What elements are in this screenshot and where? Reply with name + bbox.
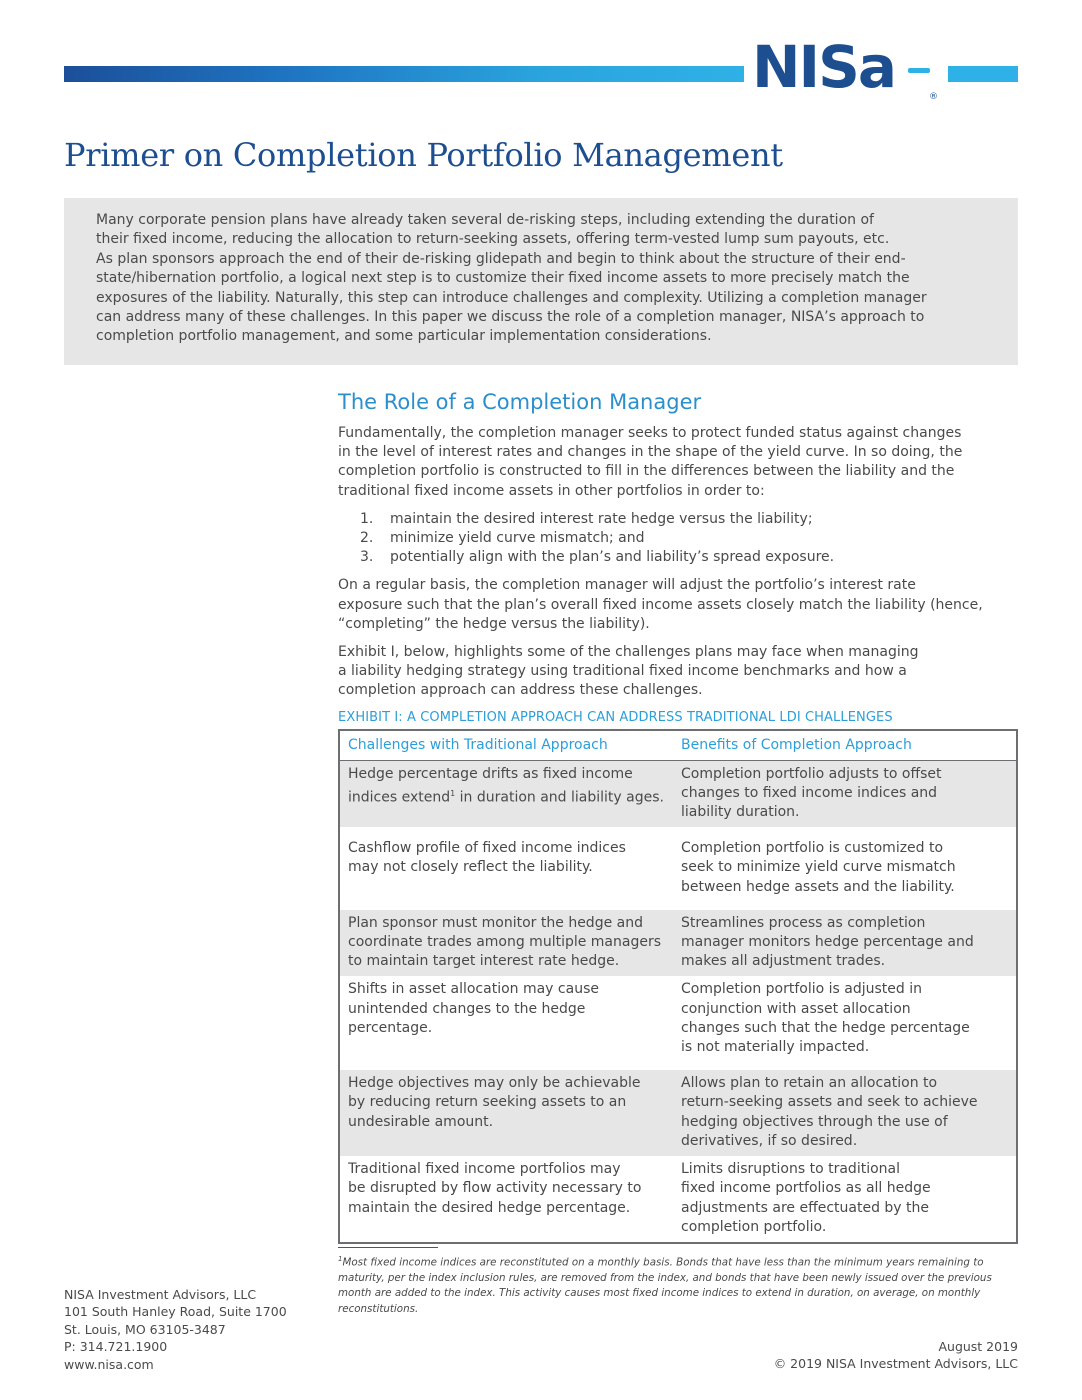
- challenge-cell: Plan sponsor must monitor the hedge and coordinate trades among multiple managers to maintain target interest rate hedge.: [348, 914, 662, 970]
- section-title: The Role of a Completion Manager: [338, 390, 702, 414]
- list-text: maintain the desired interest rate hedge versus the liability;: [390, 510, 813, 527]
- copyright: © 2019 NISA Investment Advisors, LLC: [773, 1356, 1018, 1372]
- column-header-challenges: Challenges with Traditional Approach: [348, 736, 608, 753]
- table-row: [340, 1070, 1016, 1156]
- challenge-cell: Traditional fixed income portfolios may be disrupted by flow activity necessary to maintain the desired hedge percentage.: [348, 1161, 642, 1216]
- footnote-ref: 1: [450, 788, 456, 798]
- city-state-zip: St. Louis, MO 63105-3487: [64, 1321, 226, 1337]
- challenge-cell: Cashflow profile of fixed income indices may not closely reflect the liability.: [348, 840, 626, 876]
- exhibit-title: EXHIBIT I: A COMPLETION APPROACH CAN ADDRESS TRADITIONAL LDI CHALLENGES: [338, 709, 893, 725]
- footer-right: [774, 1338, 1018, 1373]
- publication-date: August 2019: [938, 1339, 1018, 1354]
- street-address: 101 South Hanley Road, Suite 1700: [64, 1304, 287, 1320]
- benefit-cell: Streamlines process as completion manager monitors hedge percentage and makes all adjustment trades.: [681, 914, 974, 970]
- footnote: [338, 1252, 1018, 1317]
- challenge-cell: Hedge objectives may only be achievable by reducing return seeking assets to an undesirable amount.: [348, 1075, 641, 1130]
- list-number: 1.: [360, 510, 374, 527]
- footnote-text: Most fixed income indices are reconstituted on a monthly basis. Bonds that have less than the minimum years remaining to maturity, per the index inclusion rules, are removed from the index, and bonds that have been newly issued over the previous month are added to the index. This activity causes most fixed income indices to extend in duration, on average, on monthly reconstitutions.: [338, 1256, 992, 1315]
- challenge-text: Hedge percentage drifts as fixed income indices extend: [348, 765, 633, 806]
- objectives-list: [338, 510, 1018, 568]
- list-text: minimize yield curve mismatch; and: [390, 530, 645, 547]
- list-number: 3.: [360, 549, 374, 566]
- benefit-cell: Allows plan to retain an allocation to return-seeking assets and seek to achieve hedging objectives through the use of derivatives, if so desired.: [681, 1075, 978, 1149]
- challenge-text-cont: in duration and liability ages.: [455, 789, 664, 806]
- table-row: [340, 1156, 1016, 1242]
- section-paragraph-1: Fundamentally, the completion manager seeks to protect funded status against changes in the level of interest rates and changes in the shape of the yield curve. In so doing, the completion portfolio is constructed to fill in the differences between the liability and the traditional fixed income assets in other portfolios in order to:: [338, 425, 963, 499]
- exhibit-header-row: [340, 731, 1016, 761]
- footnote-divider: [338, 1247, 438, 1248]
- header-gradient-bar: [64, 66, 744, 82]
- list-text: potentially align with the plan’s and liability’s spread exposure.: [390, 549, 835, 566]
- section-paragraph-3: Exhibit I, below, highlights some of the challenges plans may face when managing a liability hedging strategy using traditional fixed income benchmarks and how a completion approach can address these challenges.: [338, 644, 919, 699]
- page-title: Primer on Completion Portfolio Management: [64, 136, 783, 174]
- list-item: [338, 529, 1018, 548]
- challenge-cell: [340, 765, 673, 823]
- table-row: [340, 910, 1016, 977]
- exhibit-table: [338, 729, 1018, 1244]
- list-item: [338, 510, 1018, 529]
- company-address: [64, 1286, 287, 1373]
- phone-number: P: 314.721.1900: [64, 1339, 168, 1355]
- table-row: [340, 835, 1016, 902]
- benefit-cell: Completion portfolio is customized to seek to minimize yield curve mismatch between hedge assets and the liability.: [681, 840, 956, 895]
- logo-wordmark: NISa: [752, 33, 896, 101]
- list-item: [338, 548, 1018, 567]
- list-number: 2.: [360, 530, 374, 547]
- header-accent-bar: [948, 66, 1018, 82]
- website-link[interactable]: www.nisa.com: [64, 1356, 154, 1372]
- logo-registered-mark: ®: [929, 92, 938, 102]
- footnote-mark: 1: [338, 1255, 343, 1263]
- intro-text: Many corporate pension plans have already taken several de-risking steps, including extending the duration of their fixed income, reducing the allocation to return-seeking assets, offering term-vested lump sum payouts, etc. As plan sponsors approach the end of their de-risking glidepath and begin to think about the structure of their end- state/hibernation portfolio, a logical next step is to customize their fixed income assets to more precisely match the exposures of the liability. Naturally, this step can introduce challenges and complexity. Utilizing a completion manager can address many of these challenges. In this paper we discuss the role of a completion manager, NISA’s approach to completion portfolio management, and some particular implementation considerations.: [96, 212, 927, 345]
- main-content: [338, 390, 1018, 1244]
- intro-box: [64, 198, 1018, 365]
- benefit-cell: Completion portfolio adjusts to offset changes to fixed income indices and liability duration.: [681, 765, 942, 821]
- section-paragraph-2: On a regular basis, the completion manager will adjust the portfolio’s interest rate exposure such that the plan’s overall fixed income assets closely match the liability (hence, “completing” the hedge versus the liability).: [338, 577, 983, 632]
- table-row: [340, 976, 1016, 1062]
- nisa-logo: [752, 33, 944, 104]
- table-row: [340, 761, 1016, 828]
- logo-accent-dash: [908, 68, 930, 73]
- challenge-cell: Shifts in asset allocation may cause unintended changes to the hedge percentage.: [348, 981, 599, 1036]
- column-header-benefits: Benefits of Completion Approach: [681, 736, 912, 753]
- benefit-cell: Completion portfolio is adjusted in conjunction with asset allocation changes such that the hedge percentage is not materially impacted.: [681, 981, 970, 1056]
- company-name: NISA Investment Advisors, LLC: [64, 1287, 257, 1302]
- benefit-cell: Limits disruptions to traditional fixed income portfolios as all hedge adjustments are effectuated by the completion portfolio.: [681, 1161, 931, 1235]
